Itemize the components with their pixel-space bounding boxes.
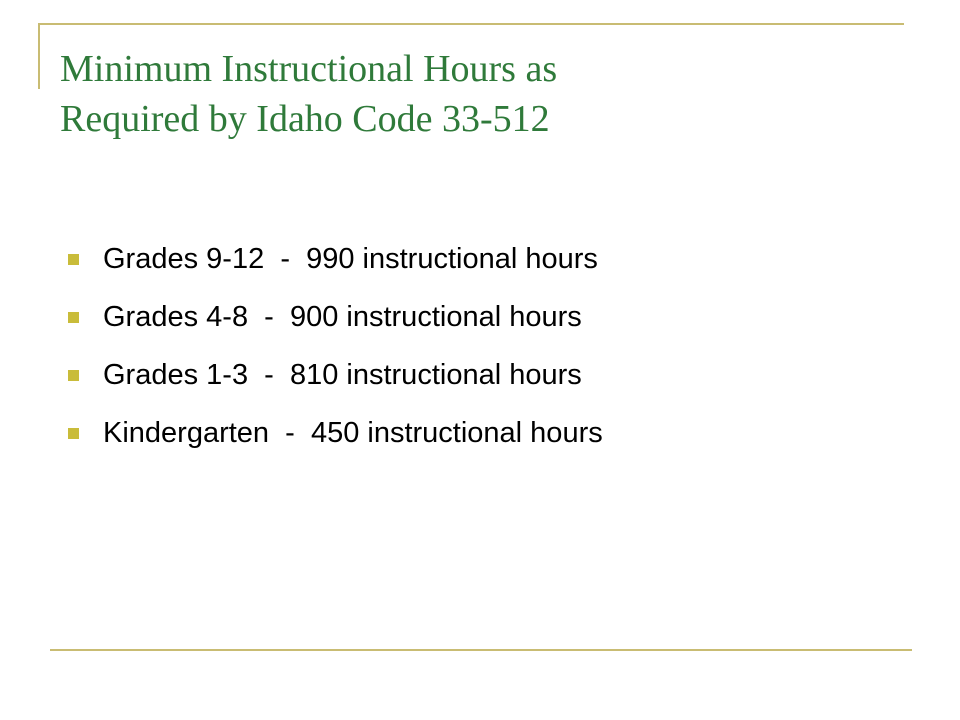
bullet-text: Grades 9-12 - 990 instructional hours (103, 242, 598, 275)
slide-title (60, 44, 920, 144)
bullet-item-grades-4-8 (68, 288, 603, 346)
bullet-text: Grades 4-8 - 900 instructional hours (103, 300, 582, 333)
title-line-2: Required by Idaho Code 33-512 (60, 98, 550, 140)
top-divider-line (38, 23, 904, 25)
square-bullet-icon (68, 312, 79, 323)
square-bullet-icon (68, 428, 79, 439)
bottom-divider-line (50, 649, 912, 651)
bullet-item-grades-9-12 (68, 230, 603, 288)
title-line-1: Minimum Instructional Hours as (60, 48, 558, 90)
square-bullet-icon (68, 370, 79, 381)
bullet-item-grades-1-3 (68, 346, 603, 404)
square-bullet-icon (68, 254, 79, 265)
bullet-item-kindergarten (68, 404, 603, 462)
bullet-text: Kindergarten - 450 instructional hours (103, 416, 603, 449)
bullet-list (68, 230, 603, 462)
bullet-text: Grades 1-3 - 810 instructional hours (103, 358, 582, 391)
left-accent-line (38, 23, 40, 89)
